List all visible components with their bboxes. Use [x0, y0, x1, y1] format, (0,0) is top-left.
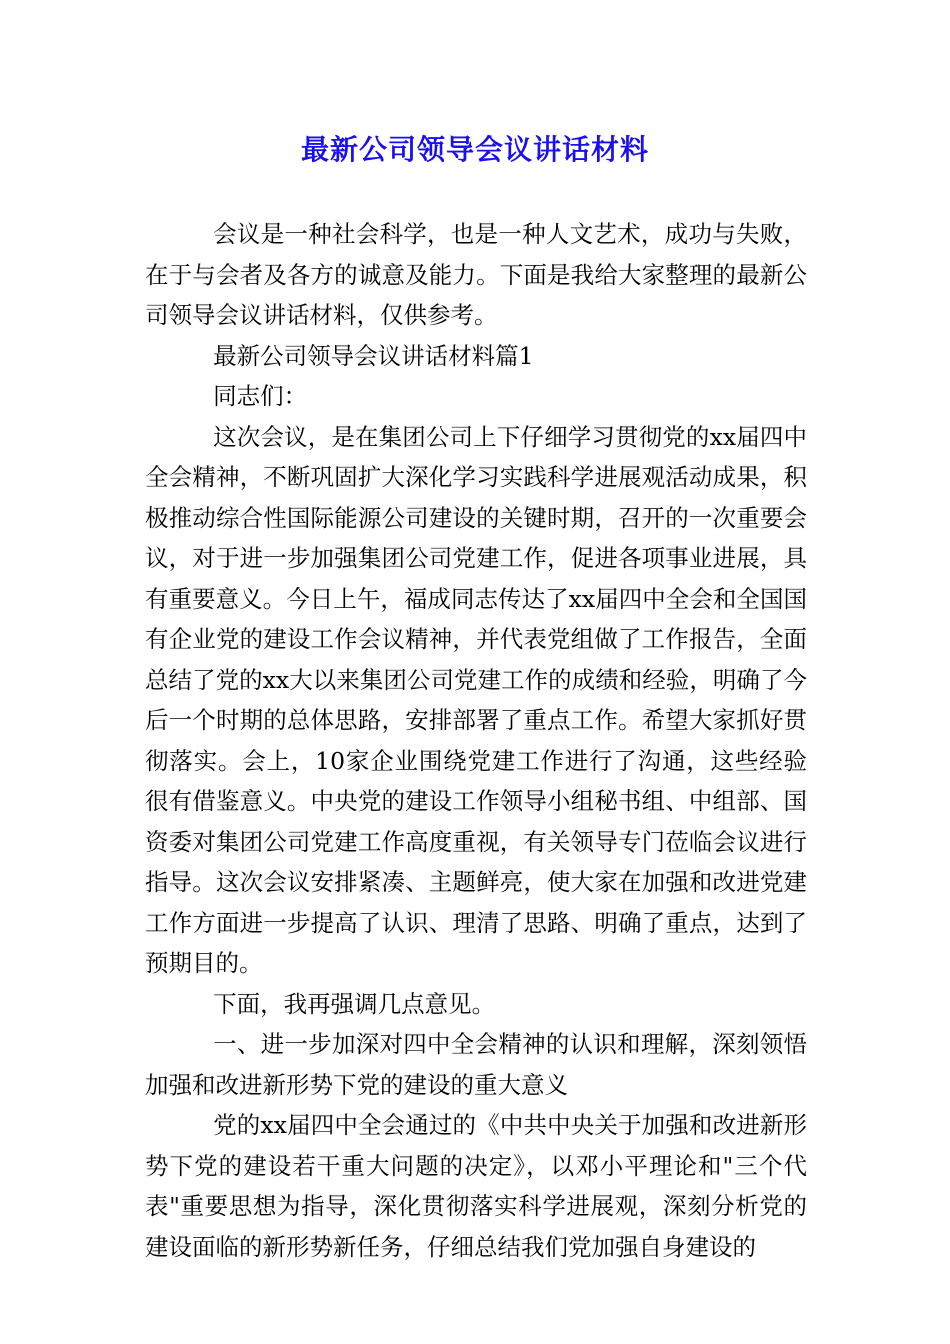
document-title: 最新公司领导会议讲话材料	[300, 133, 649, 166]
paragraph-transition: 下面，我再强调几点意见。	[213, 989, 496, 1018]
section-heading: 最新公司领导会议讲话材料篇1	[213, 341, 534, 370]
paragraph-decision: 党的xx届四中全会通过的《中共中央关于加强和改进新形势下党的建设若干重大问题的决定》，以邓小平理论和"三个代表"重要思想为指导，深化贯彻落实科学进展观，深刻分析党的建设面临的新形势新任务，仔细总结我们党加强自身建设的	[145, 1111, 807, 1261]
subsection-heading: 一、进一步加深对四中全会精神的认识和理解，深刻领悟加强和改进新形势下党的建设的重大意义	[145, 1030, 807, 1099]
paragraph-intro: 会议是一种社会科学，也是一种人文艺术，成功与失败，在于与会者及各方的诚意及能力。下面是我给大家整理的最新公司领导会议讲话材料，仅供参考。	[145, 220, 807, 329]
paragraph-main: 这次会议，是在集团公司上下仔细学习贯彻党的xx届四中全会精神，不断巩固扩大深化学习实践科学进展观活动成果，积极推动综合性国际能源公司建设的关键时期，召开的一次重要会议，对于进一步加强集团公司党建工作，促进各项事业进展，具有重要意义。今日上午，福成同志传达了xx届四中全会和全国国有企业党的建设工作会议精神，并代表党组做了工作报告，全面总结了党的xx大以来集团公司党建工作的成绩和经验，明确了今后一个时期的总体思路，安排部署了重点工作。希望大家抓好贯彻落实。会上，10家企业围绕党建工作进行了沟通，这些经验很有借鉴意义。中央党的建设工作领导小组秘书组、中组部、国资委对集团公司党建工作高度重视，有关领导专门莅临会议进行指导。这次会议安排紧凑、主题鲜亮，使大家在加强和改进党建工作方面进一步提高了认识、理清了思路、明确了重点，达到了预期目的。	[145, 422, 807, 977]
salutation: 同志们：	[213, 382, 308, 410]
document-body	[145, 214, 807, 1267]
